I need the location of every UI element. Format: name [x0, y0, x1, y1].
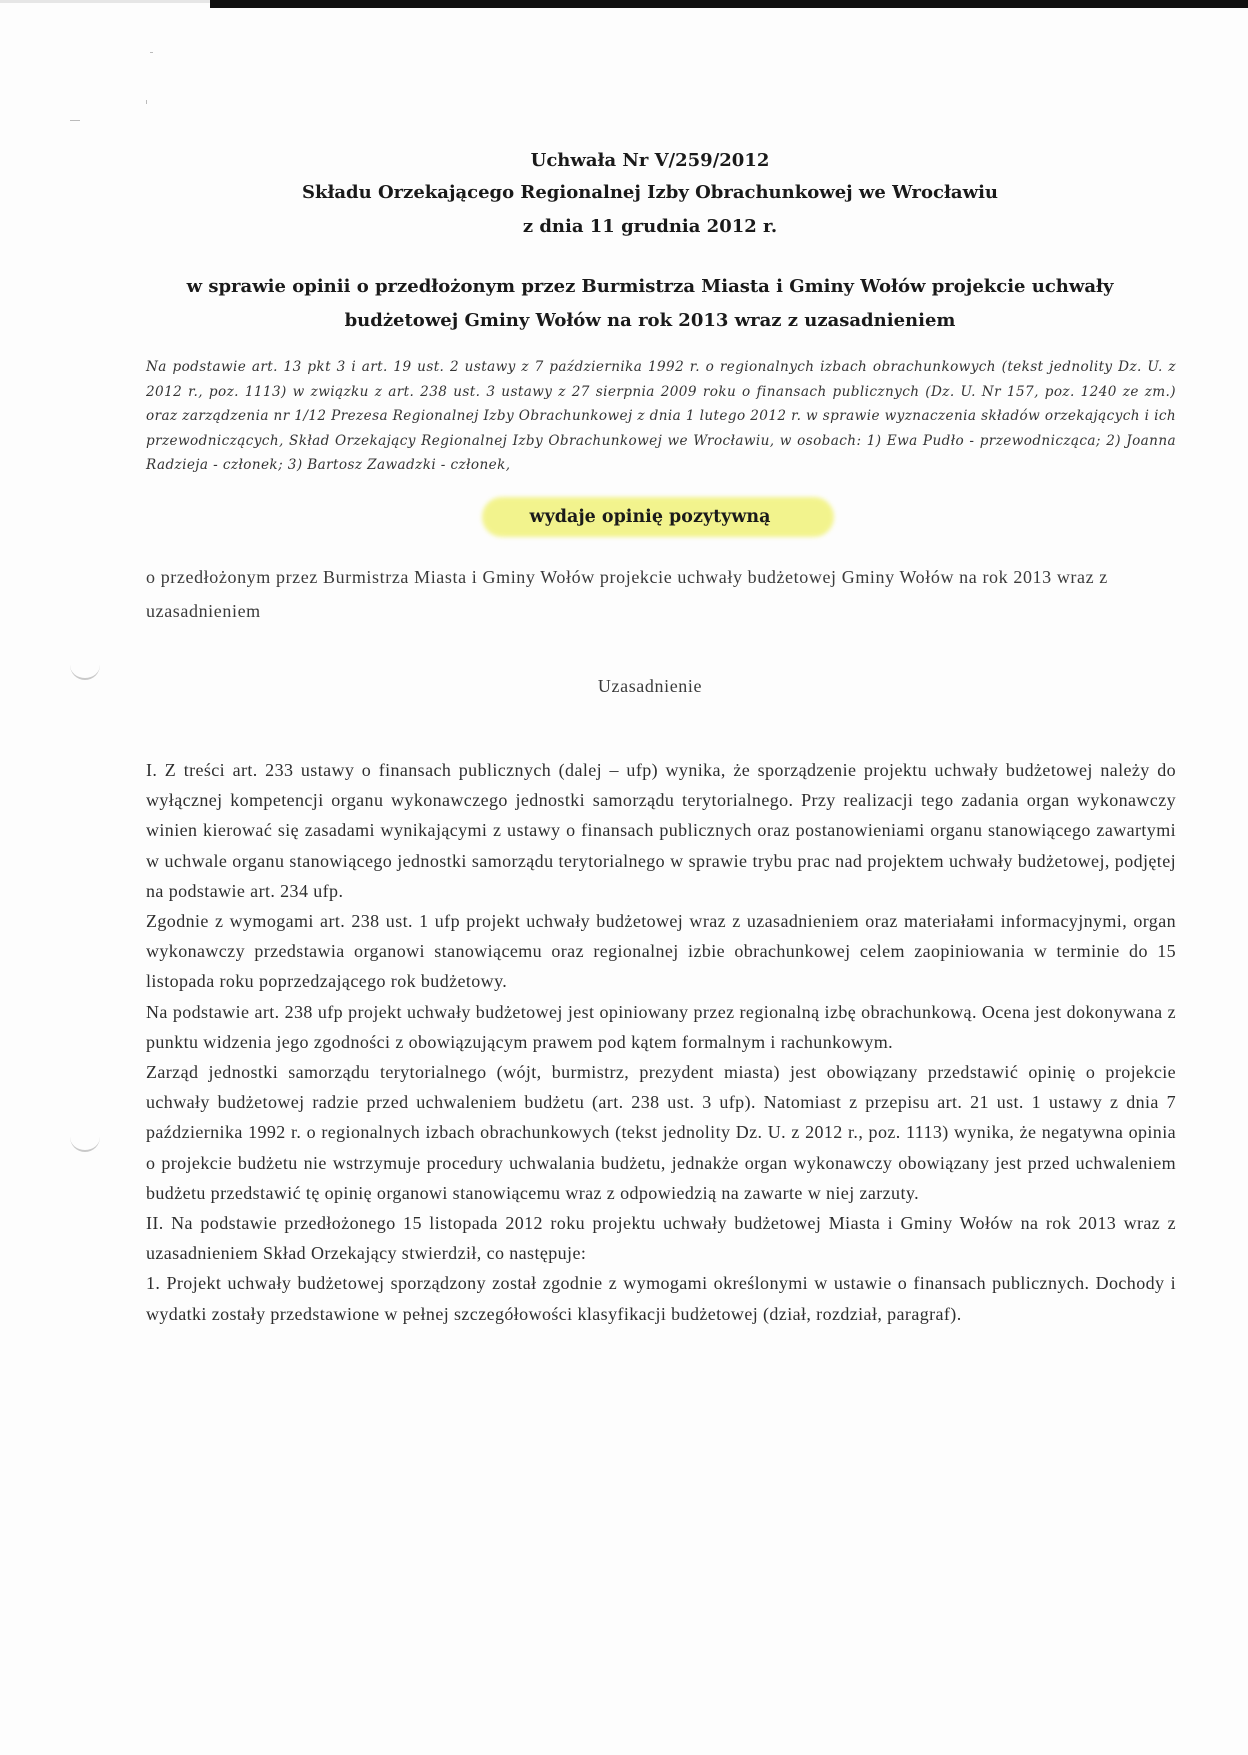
- legal-basis: Na podstawie art. 13 pkt 3 i art. 19 ust. 2 ustawy z 7 października 1992 r. o regionalnych izbach obrachunkowych (tekst jednolity Dz. U. z 2012 r., poz. 1113) w związku z art. 238 ust. 3 ustawy z 27 sierpnia 2009 roku o finansach publicznych (Dz. U. Nr 157, poz. 1240 ze zm.) oraz zarządzenia nr 1/12 Prezesa Regionalnej Izby Obrachunkowej z dnia 1 lutego 2012 r. w sprawie wyznaczenia składów orzekających i ich przewodniczących, Skład Orzekający Regionalnej Izby Obrachunkowej we Wrocławiu, w osobach: 1) Ewa Pudło - przewodnicząca; 2) Joanna Radzieja - członek; 3) Bartosz Zawadzki - członek,: [146, 359, 1176, 473]
- scan-speck: [150, 52, 153, 53]
- punch-hole-mark: [70, 1130, 100, 1152]
- scan-edge: [0, 0, 210, 3]
- issuing-body: Składu Orzekającego Regionalnej Izby Obrachunkowej we Wrocławiu: [301, 182, 999, 203]
- opinion-text: o przedłożonym przez Burmistrza Miasta i Gminy Wołów projekcie uchwały budżetowej Gminy Wołów na rok 2013 wraz z uzasadnieniem: [146, 567, 1108, 621]
- scan-speck: [146, 100, 147, 104]
- scan-border-bar: [210, 0, 1248, 8]
- justification-paragraph: 1. Projekt uchwały budżetowej sporządzony został zgodnie z wymogami określonymi w ustawie o finansach publicznych. Dochody i wydatki zostały przedstawione w pełnej szczegółowości klasyfikacji budżetowej (dział, rozdział, paragraf).: [146, 1273, 1176, 1324]
- punch-hole-mark: [70, 658, 100, 680]
- resolution-number: Uchwała Nr V/259/2012: [530, 150, 770, 171]
- resolution-subject: w sprawie opinii o przedłożonym przez Burmistrza Miasta i Gminy Wołów projekcie uchwały budżetowej Gminy Wołów na rok 2013 wraz z uzasadnieniem: [186, 276, 1114, 331]
- justification-body: [146, 755, 1176, 1329]
- resolution-date: z dnia 11 grudnia 2012 r.: [522, 216, 778, 237]
- justification-paragraph: Zgodnie z wymogami art. 238 ust. 1 ufp projekt uchwały budżetowej wraz z uzasadnieniem oraz materiałami informacyjnymi, organ wykonawczy przedstawia organowi stanowiącemu oraz regionalnej izbie obrachunkowej celem zaopiniowania w terminie do 15 listopada roku poprzedzającego rok budżetowy.: [146, 911, 1176, 992]
- justification-paragraph: Na podstawie art. 238 ufp projekt uchwały budżetowej jest opiniowany przez regionalną izbę obrachunkową. Ocena jest dokonywana z punktu widzenia jego zgodności z obowiązującym prawem pod kątem formalnym i rachunkowym.: [146, 1001, 1176, 1052]
- justification-title: Uzasadnienie: [597, 676, 703, 696]
- decision-statement: wydaje opinię pozytywną: [529, 507, 771, 527]
- justification-paragraph: II. Na podstawie przedłożonego 15 listopada 2012 roku projektu uchwały budżetowej Miasta i Gminy Wołów na rok 2013 wraz z uzasadnieniem Skład Orzekający stwierdził, co następuje:: [146, 1213, 1176, 1264]
- scan-speck: [70, 120, 80, 121]
- justification-paragraph: I. Z treści art. 233 ustawy o finansach publicznych (dalej – ufp) wynika, że sporządzenie projektu uchwały budżetowej należy do wyłącznej kompetencji organu wykonawczego jednostki samorządu terytorialnego. Przy realizacji tego zadania organ wykonawczy winien kierować się zasadami wynikającymi z ustawy o finansach publicznych oraz postanowieniami organu stanowiącego zawartymi w uchwale organu stanowiącego jednostki samorządu terytorialnego w sprawie trybu prac nad projektem uchwały budżetowej, podjętej na podstawie art. 234 ufp.: [146, 760, 1176, 901]
- justification-paragraph: Zarząd jednostki samorządu terytorialnego (wójt, burmistrz, prezydent miasta) jest obowiązany przedstawić opinię o projekcie uchwały budżetowej radzie przed uchwaleniem budżetu (art. 238 ust. 3 ufp). Natomiast z przepisu art. 21 ust. 1 ustawy z dnia 7 października 1992 r. o regionalnych izbach obrachunkowych (tekst jednolity Dz. U. z 2012 r., poz. 1113) wynika, że negatywna opinia o projekcie budżetu nie wstrzymuje procedury uchwalania budżetu, jednakże organ wykonawczy obowiązany jest przed uchwaleniem budżetu przedstawić tę opinię organowi stanowiącemu wraz z odpowiedzią na zawarte w niej zarzuty.: [146, 1062, 1176, 1203]
